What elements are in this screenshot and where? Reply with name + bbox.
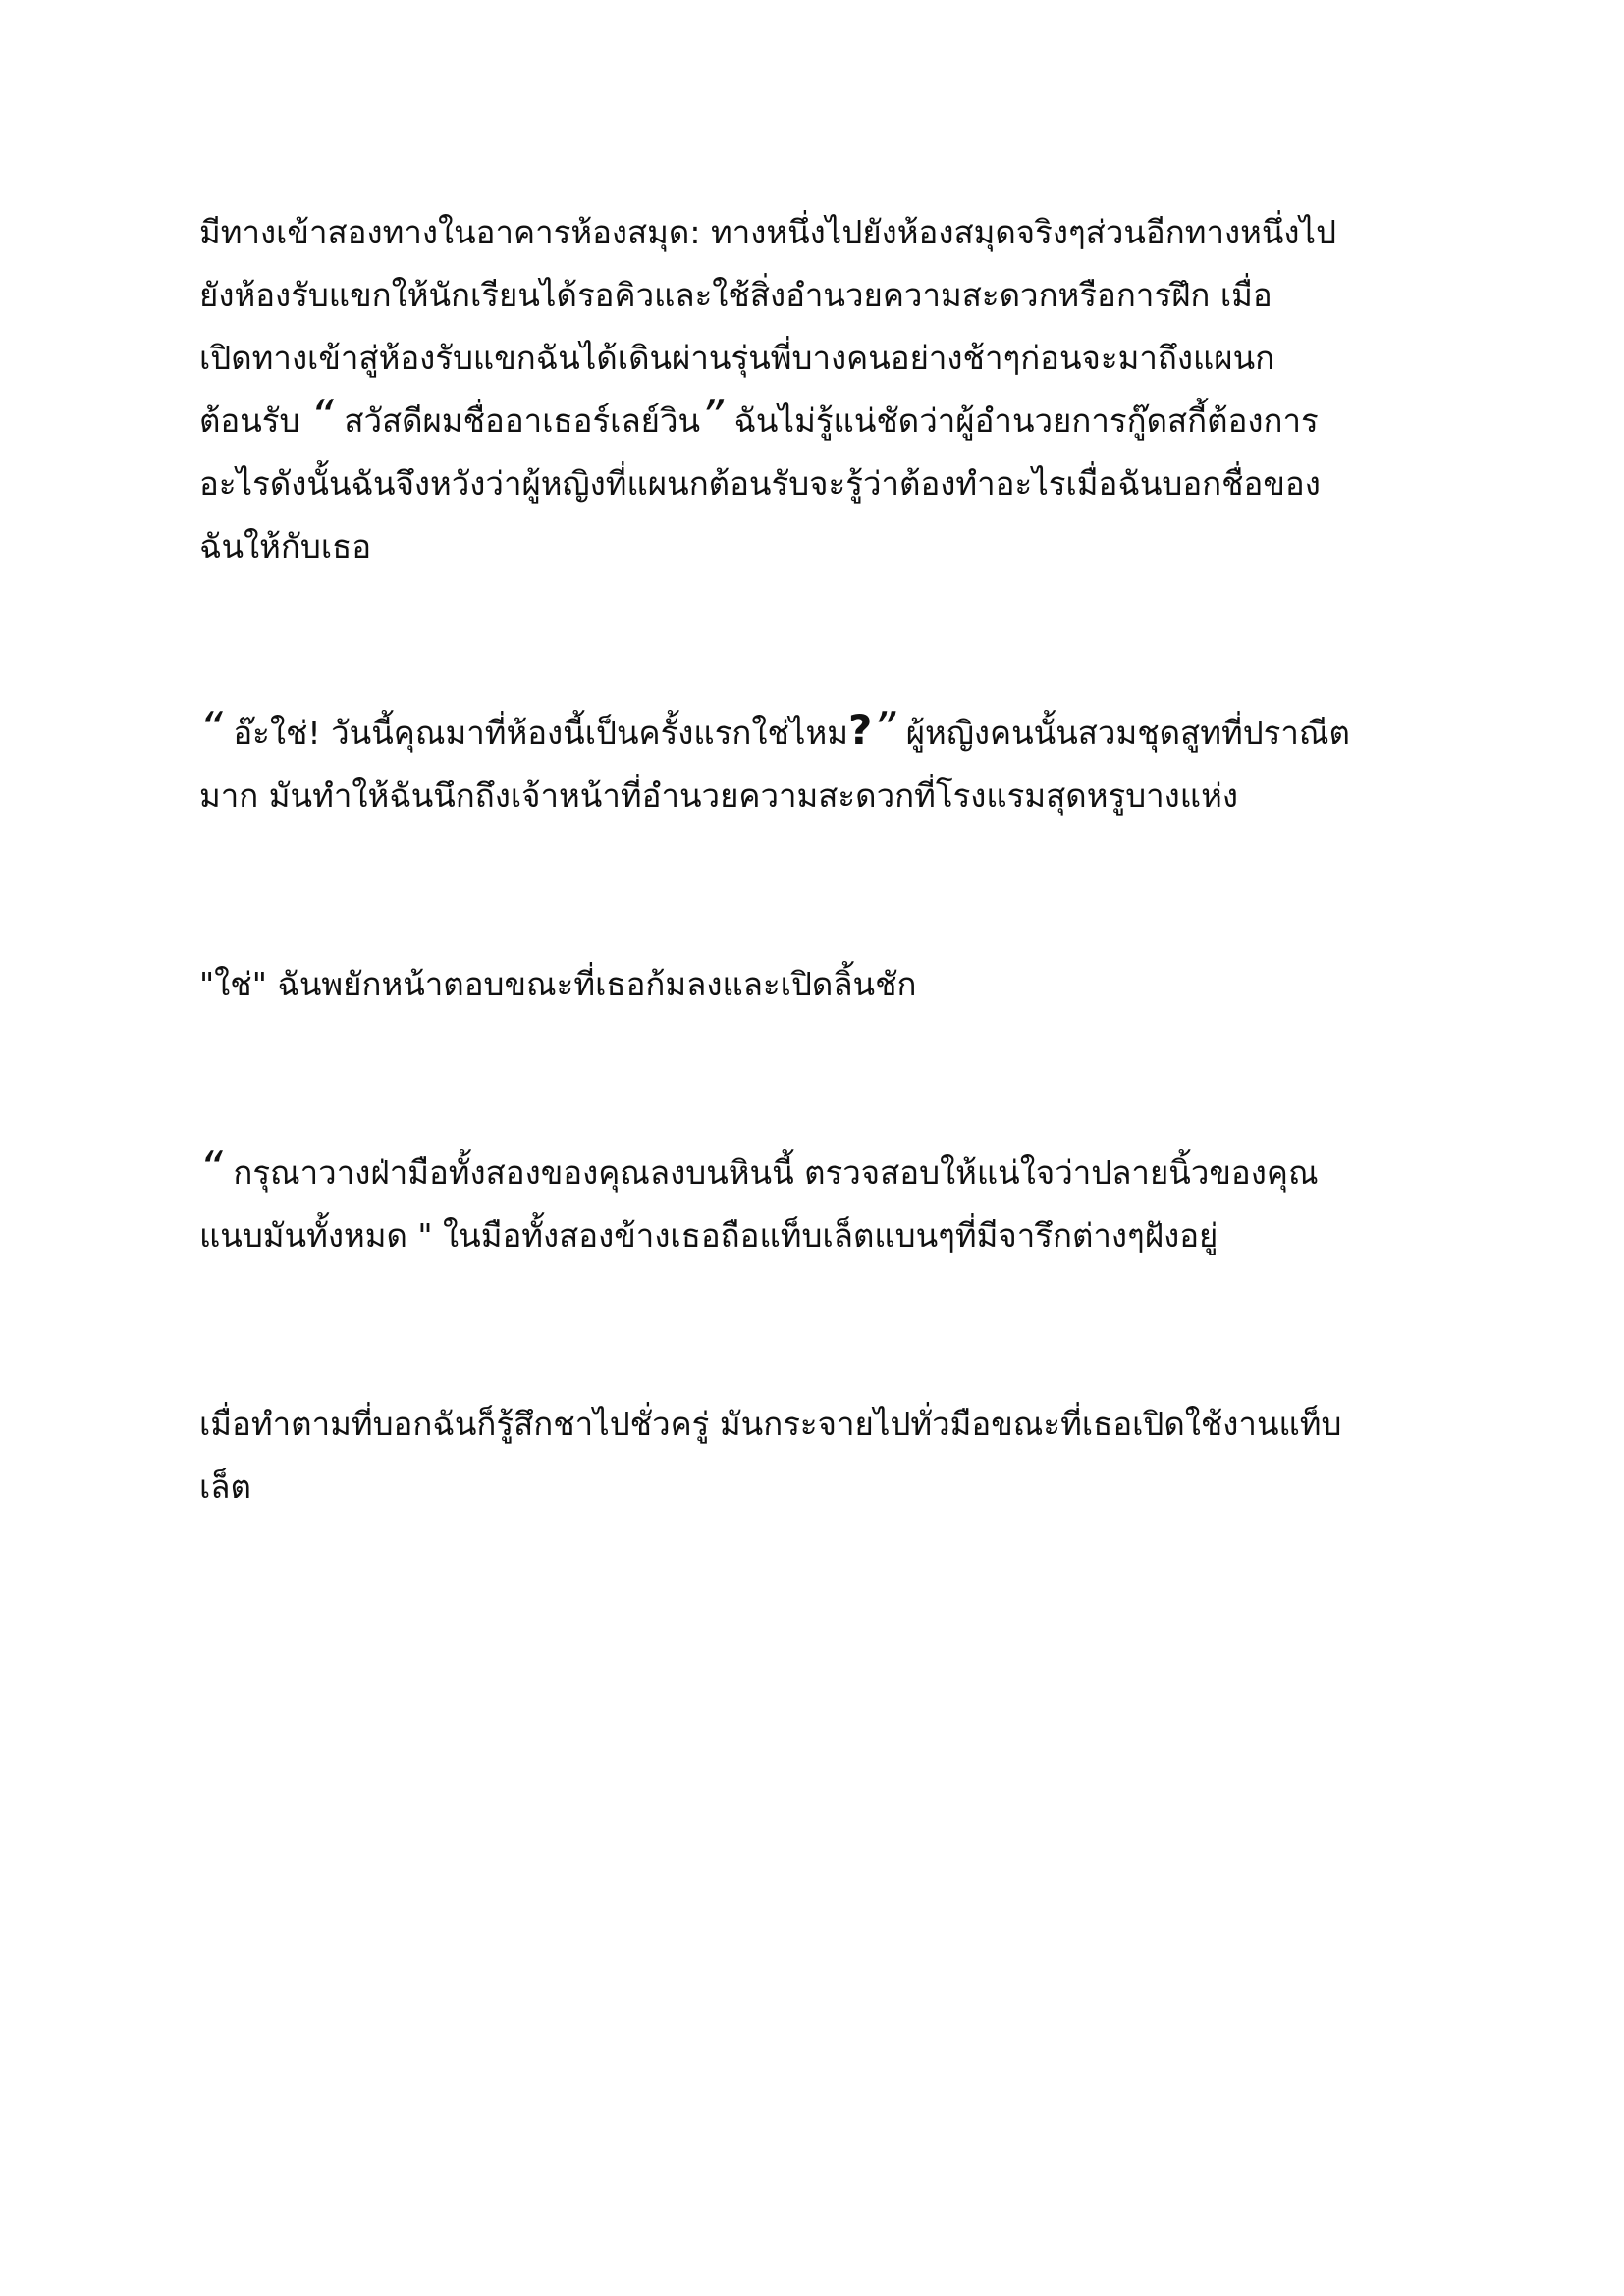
quoted-speech: สวัสดีผมชื่ออาเธอร์เลย์วิน	[333, 401, 701, 440]
quoted-speech: อ๊ะใช่! วันนี้คุณมาที่ห้องนี้เป็นครั้งแรกใช่ไหม	[222, 714, 849, 752]
text-line: แนบมันทั้งหมด " ในมือทั้งสองข้างเธอถือแท็บเล็ตแบนๆที่มีจารึกต่างๆฝังอยู่	[199, 1216, 1218, 1255]
text-line: เมื่อทำตามที่บอกฉันก็รู้สึกชาไปชั่วครู่ มันกระจายไปทั่วมือขณะที่เธอเปิดใช้งานแท็บ	[199, 1405, 1342, 1443]
text-segment: ผู้หญิงคนนั้นสวมชุดสูทที่ปราณีต	[895, 714, 1350, 752]
close-quote-mark: ”	[872, 702, 896, 755]
open-quote-mark: “	[199, 1142, 223, 1195]
text-line: อะไรดังนั้นฉันจึงหวังว่าผู้หญิงที่แผนกต้อนรับจะรู้ว่าต้องทำอะไรเมื่อฉันบอกชื่อของ	[199, 464, 1321, 503]
text-line: เล็ต	[199, 1468, 251, 1506]
text-line: มีทางเข้าสองทางในอาคารห้องสมุด: ทางหนึ่งไปยังห้องสมุดจริงๆส่วนอีกทางหนึ่งไป	[199, 213, 1337, 251]
paragraph-5	[199, 1393, 1436, 1519]
text-line: ฉันให้กับเธอ	[199, 527, 372, 565]
text-line: "ใช่" ฉันพยักหน้าตอบขณะที่เธอก้มลงและเปิดลิ้นชัก	[199, 965, 917, 1003]
open-quote-mark: “	[309, 390, 334, 443]
open-quote-mark: “	[199, 702, 223, 755]
text-segment: ฉันไม่รู้แน่ชัดว่าผู้อำนวยการกู๊ดสกี้ต้องการ	[723, 401, 1319, 440]
text-segment: ต้อนรับ	[199, 401, 310, 440]
text-line-with-quote	[199, 390, 1436, 453]
paragraph-1	[199, 201, 1436, 578]
text-line: เปิดทางเข้าสู่ห้องรับแขกฉันได้เดินผ่านรุ่นพี่บางคนอย่างช้าๆก่อนจะมาถึงแผนก	[199, 339, 1275, 377]
question-mark: ?	[848, 706, 873, 754]
paragraph-4	[199, 1142, 1436, 1267]
close-quote-mark: ”	[700, 390, 724, 443]
text-line: มาก มันทำให้ฉันนึกถึงเจ้าหน้าที่อำนวยความสะดวกที่โรงแรมสุดหรูบางแห่ง	[199, 776, 1238, 815]
quoted-speech: กรุณาวางฝ่ามือทั้งสองของคุณลงบนหินนี้ ตรวจสอบให้แน่ใจว่าปลายนิ้วของคุณ	[222, 1153, 1319, 1192]
paragraph-3	[199, 953, 1436, 1016]
text-line: ยังห้องรับแขกให้นักเรียนได้รอคิวและใช้สิ่งอำนวยความสะดวกหรือการฝึก เมื่อ	[199, 276, 1272, 314]
text-line-with-quote	[199, 1142, 1436, 1204]
paragraph-2	[199, 702, 1436, 828]
document-body	[199, 201, 1436, 1519]
text-line-with-quote	[199, 702, 1436, 765]
